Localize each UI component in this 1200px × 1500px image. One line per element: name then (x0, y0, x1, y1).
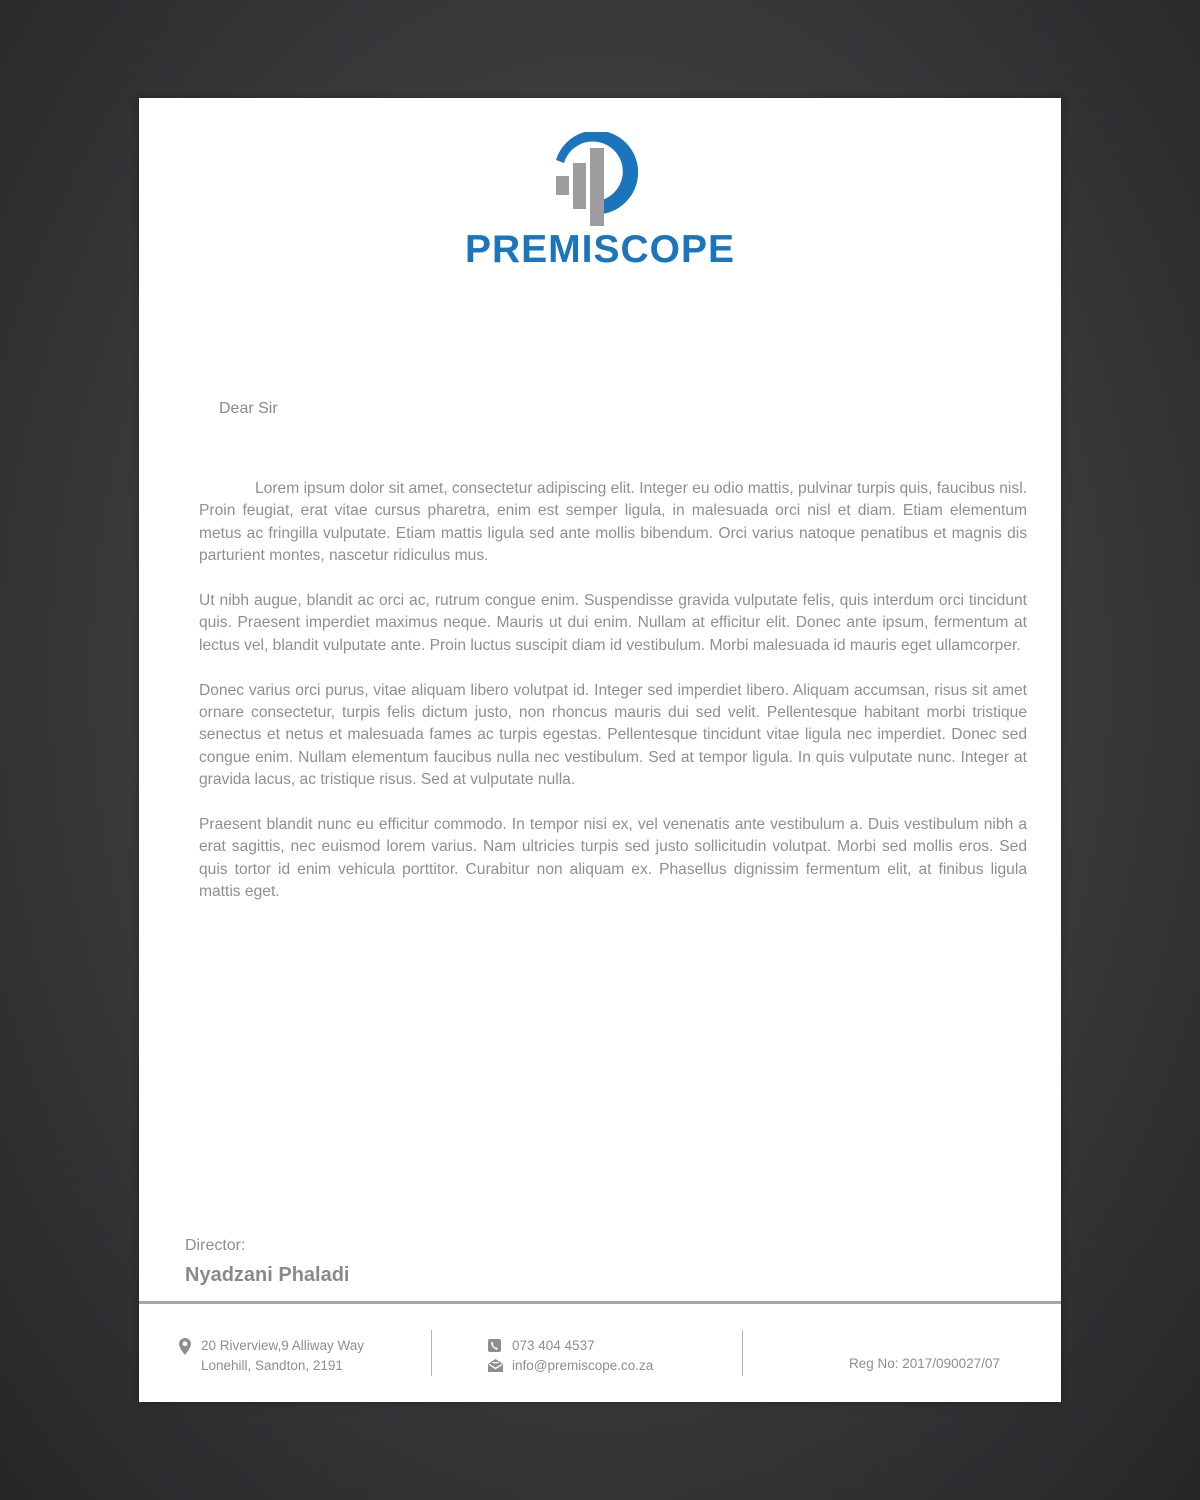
letter-greeting: Dear Sir (219, 400, 278, 417)
logo-bar-tall (590, 148, 604, 226)
footer-contact (488, 1336, 653, 1375)
letterhead-footer (139, 1304, 1061, 1402)
letter-body (199, 478, 1027, 926)
footer-column-divider (431, 1330, 432, 1376)
signature-title: Director: (185, 1237, 246, 1254)
phone-number[interactable]: 073 404 4537 (512, 1338, 595, 1353)
logo-bar-medium (573, 163, 586, 209)
logo-bar-short (556, 176, 569, 195)
signature-name: Nyadzani Phaladi (185, 1264, 350, 1286)
email-address[interactable]: info@premiscope.co.za (512, 1357, 654, 1373)
phone-icon (488, 1339, 501, 1352)
phone-row (488, 1336, 653, 1356)
letterhead-page (139, 98, 1061, 1402)
body-paragraph: Ut nibh augue, blandit ac orci ac, rutrum congue enim. Suspendisse gravida vulputate felis, quis interdum orci tincidunt quis. Praesent imperdiet maximus neque. Mauris ut dui enim. Nullam at efficitur elit. Donec ante ipsum, fermentum at lectus vel, blandit vulputate ante. Proin luctus suscipit diam id vestibulum. Morbi malesuada id mauris eget ullamcorper. (199, 592, 1027, 654)
body-paragraph: Lorem ipsum dolor sit amet, consectetur adipiscing elit. Integer eu odio mattis, pulvinar turpis quis, faucibus nisl. Proin feugiat, erat vitae cursus pharetra, enim est semper ligula, in malesuada orci nisl et diam. Etiam elementum metus ac fringilla vulputate. Etiam mattis ligula sed ante mollis bibendum. Orci varius natoque penatibus et magnis dis parturient montes, nascetur ridiculus mus. (199, 480, 1027, 565)
body-paragraph: Donec varius orci purus, vitae aliquam libero volutpat id. Integer sed imperdiet libero. Aliquam accumsan, risus sit amet ornare consectetur, turpis felis dictum justo, non rhoncus mauris dui sed velit. Pellentesque habitant morbi tristique senectus et netus et malesuada fames ac turpis egestas. Pellentesque tincidunt vitae ligula nec imperdiet. Donec sed congue enim. Nullam elementum faucibus nulla nec vestibulum. Sed at tempor ligula. In quis vulputate nunc. Integer at gravida lacus, ac tristique risus. Sed at vulputate nulla. (199, 681, 1027, 789)
chart-bars-arc-icon (553, 132, 645, 232)
body-paragraph: Praesent blandit nunc eu efficitur commodo. In tempor nisi ex, vel venenatis ante vestibulum a. Duis vestibulum nibh a erat sagittis, nec euismod lorem varius. Nam ultricies turpis sed justo sollicitudin volutpat. Morbi sed mollis eros. Sed quis tortor id enim vehicula porttitor. Curabitur non aliquam ex. Phasellus dignissim fermentum elit, at finibus ligula mattis eget. (199, 816, 1027, 901)
location-pin-icon (179, 1338, 191, 1355)
company-logo (139, 128, 1061, 278)
email-row (488, 1356, 653, 1376)
footer-column-divider (742, 1330, 743, 1376)
address-line-2: Lonehill, Sandton, 2191 (201, 1357, 343, 1373)
company-name: PREMISCOPE (464, 228, 736, 271)
envelope-icon (488, 1359, 503, 1372)
address-line-1: 20 Riverview,9 Alliway Way (201, 1338, 365, 1353)
registration-number: Reg No: 2017/090027/07 (849, 1356, 1000, 1371)
